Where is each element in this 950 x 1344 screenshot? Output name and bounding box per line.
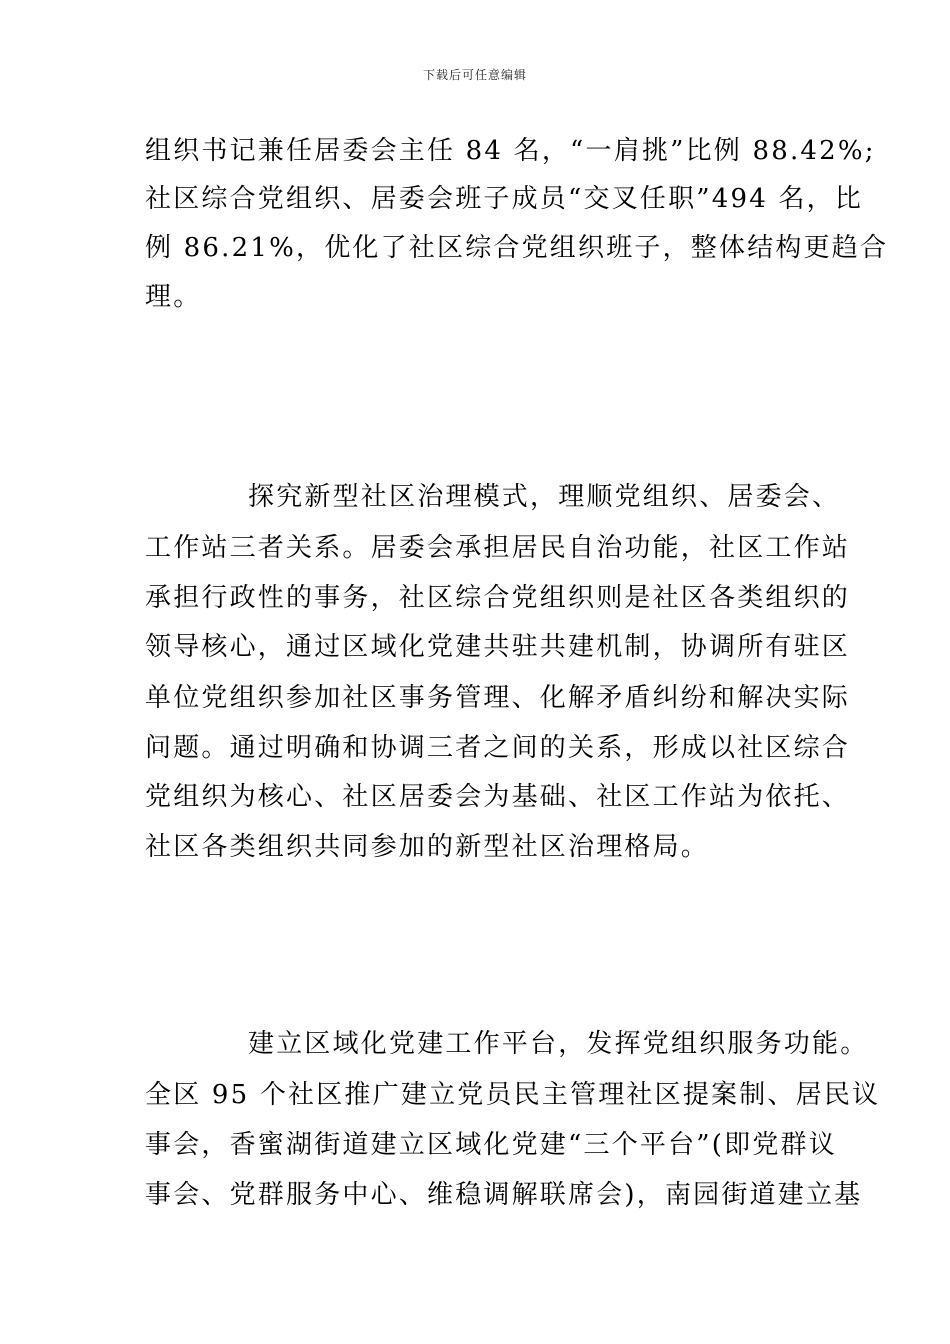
text-line: 理。: [145, 282, 202, 312]
text-line: 探究新型社区治理模式，理顺党组织、居委会、: [248, 482, 841, 512]
text-line: 建立区域化党建工作平台，发挥党组织服务功能。: [248, 1029, 869, 1059]
text-line: 社区各类组织共同参加的新型社区治理格局。: [145, 832, 710, 862]
page-header: 下载后可任意编辑: [422, 68, 527, 82]
text-line: 工作站三者关系。居委会承担居民自治功能，社区工作站: [145, 533, 851, 563]
text-line: 党组织为核心、社区居委会为基础、社区工作站为依托、: [145, 782, 851, 812]
text-line: 全区 95 个社区推广建立党员民主管理社区提案制、居民议: [145, 1080, 881, 1110]
text-line: 承担行政性的事务，社区综合党组织则是社区各类组织的: [145, 583, 851, 613]
text-line: 组织书记兼任居委会主任 84 名，“一肩挑”比例 88.42%;: [145, 136, 876, 166]
text-line: 事会，香蜜湖街道建立区域化党建“三个平台”(即党群议: [145, 1130, 837, 1160]
text-line: 单位党组织参加社区事务管理、化解矛盾纠纷和解决实际: [145, 683, 851, 713]
text-line: 社区综合党组织、居委会班子成员“交叉任职”494 名，比: [145, 184, 864, 214]
text-line: 领导核心，通过区域化党建共驻共建机制，协调所有驻区: [145, 632, 851, 662]
text-line: 问题。通过明确和协调三者之间的关系，形成以社区综合: [145, 733, 851, 763]
text-line: 事会、党群服务中心、维稳调解联席会)，南园街道建立基: [145, 1180, 863, 1210]
text-line: 例 86.21%，优化了社区综合党组织班子，整体结构更趋合: [145, 233, 889, 263]
